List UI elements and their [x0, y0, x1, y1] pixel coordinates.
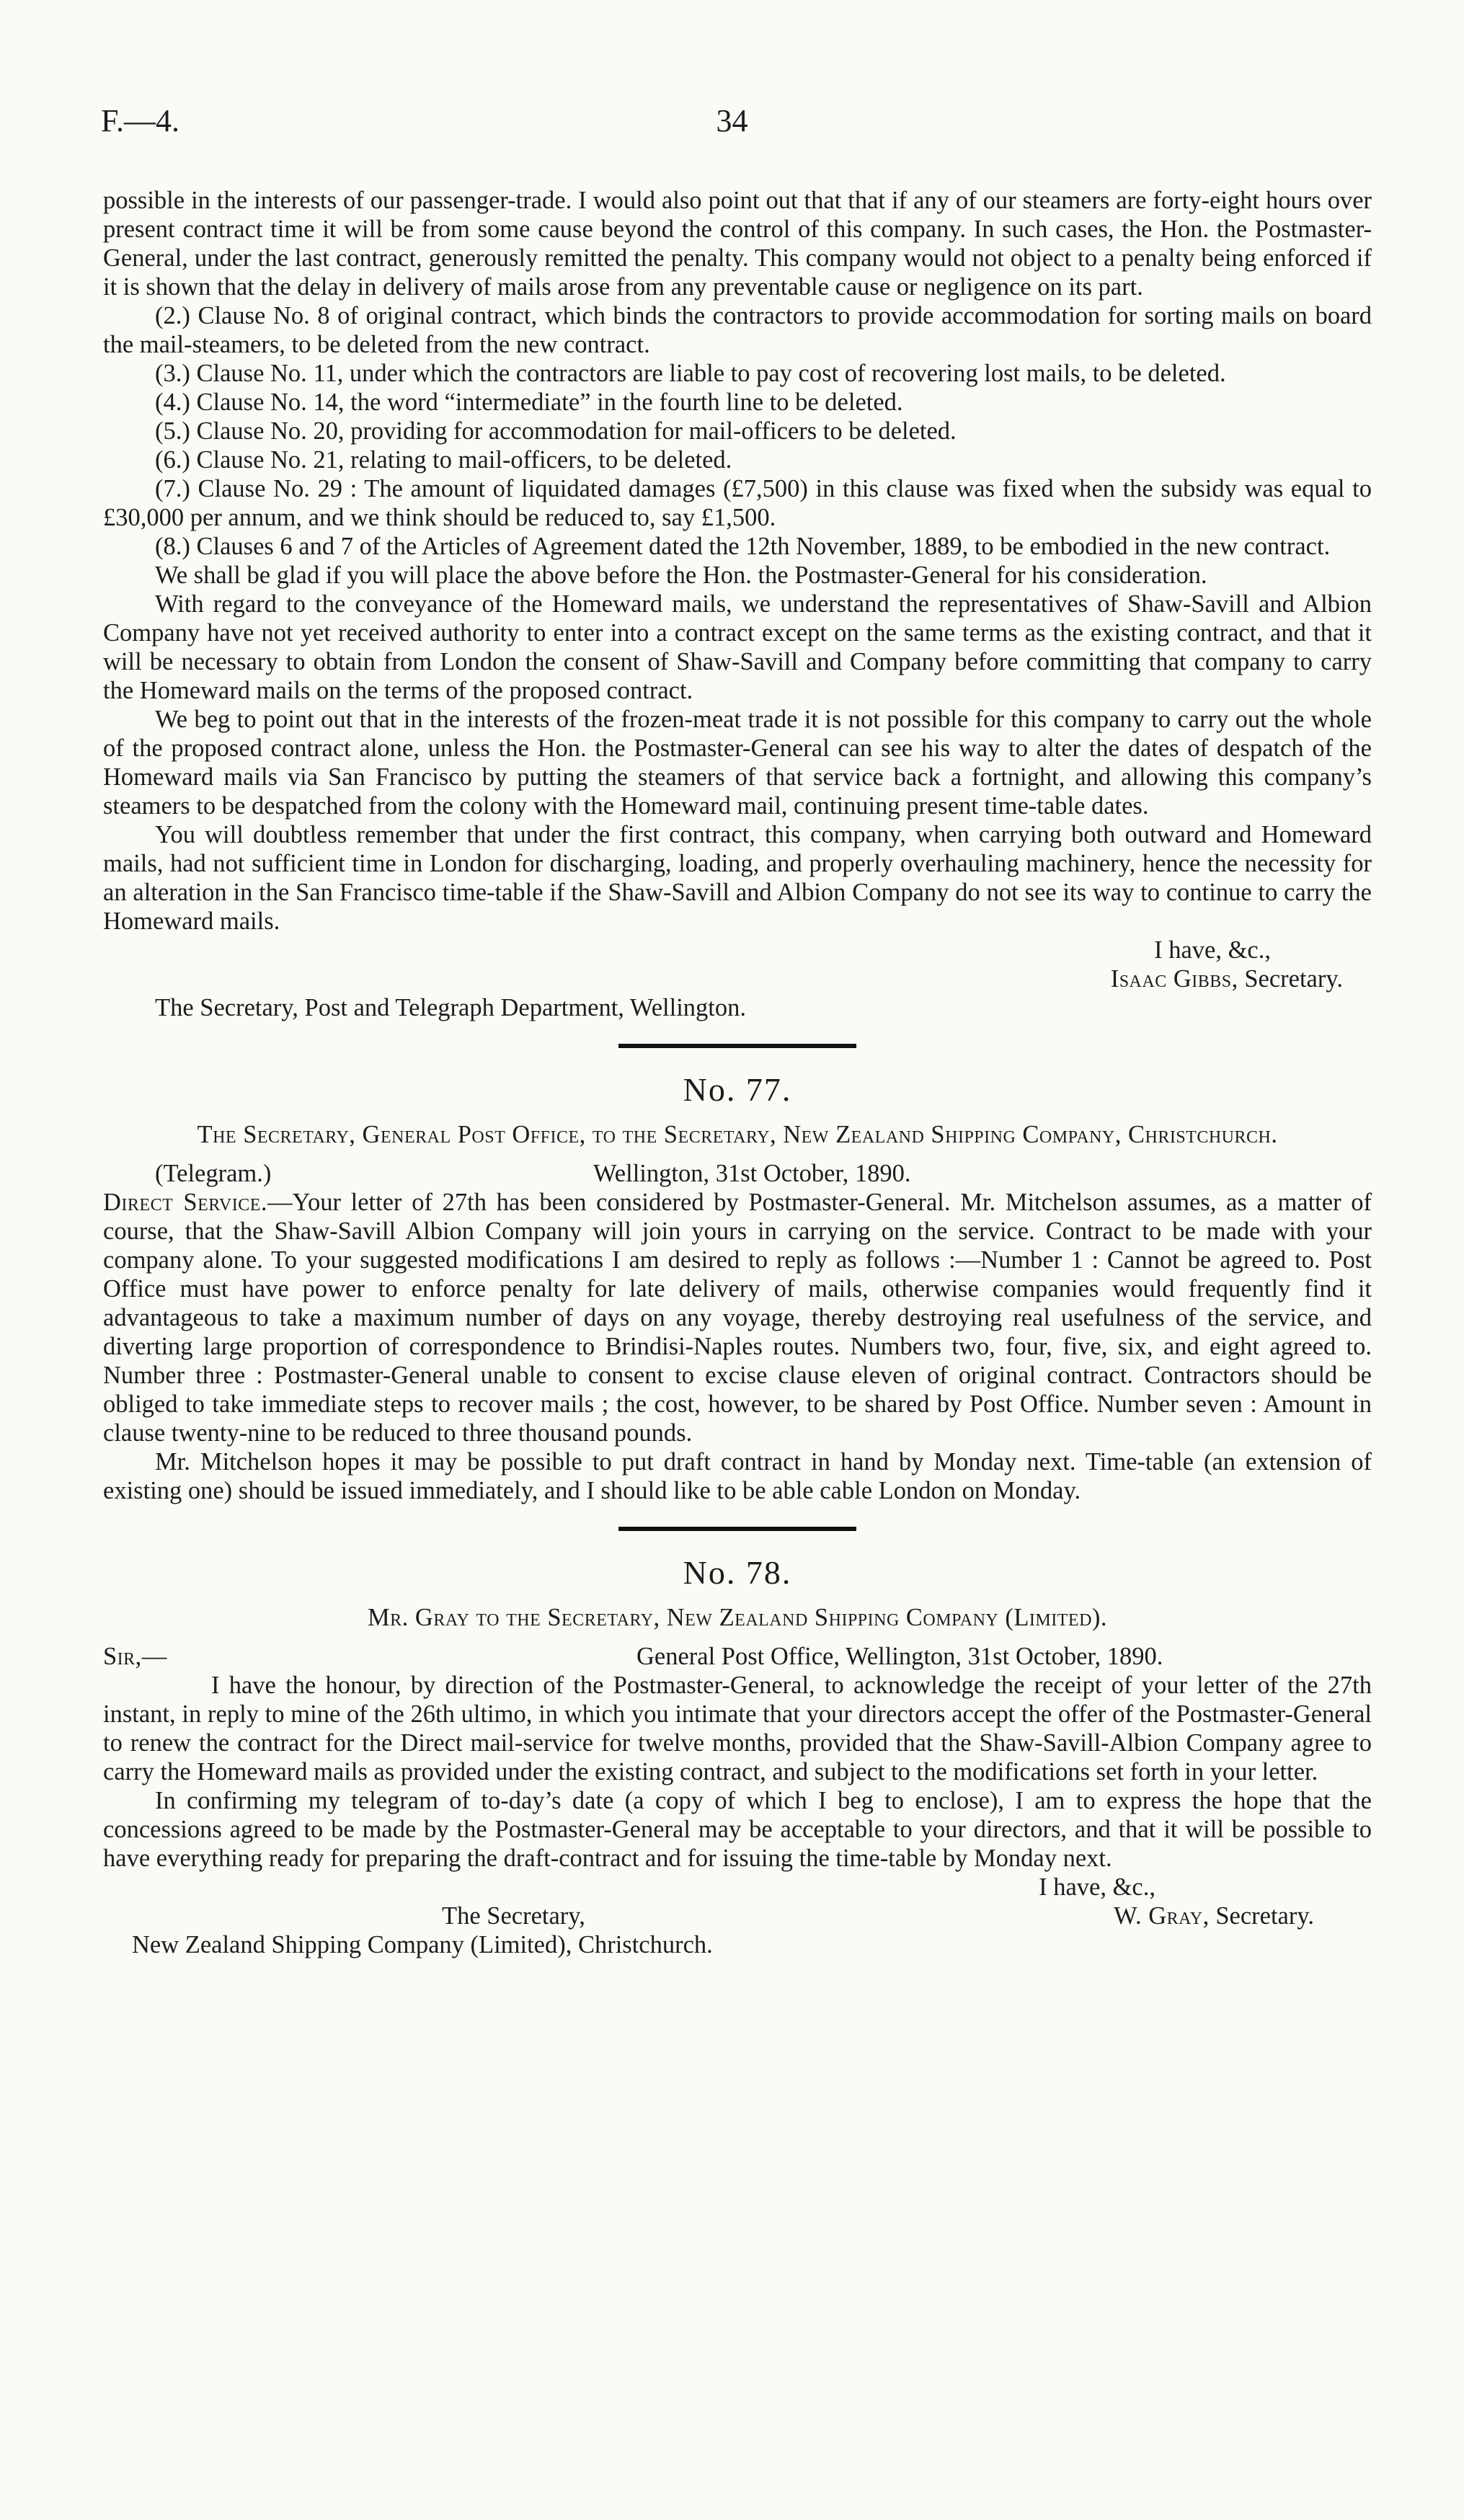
section-heading: Direct Service. [103, 1189, 267, 1216]
addressee: The Secretary, Post and Telegraph Department, Wellington. [155, 994, 747, 1021]
paragraph: (6.) Clause No. 21, relating to mail-officers, to be deleted. [155, 446, 732, 474]
dateline [103, 1159, 1372, 1188]
paragraph: (2.) Clause No. 8 of original contract, which binds the contractors to provide accommodation for sorting mails on board the mail-steamers, to be deleted from the new contract. [103, 302, 1372, 358]
letter-from-to: Mr. Gray to the Secretary, New Zealand Shipping Company (Limited). [367, 1604, 1108, 1631]
paragraph: (8.) Clauses 6 and 7 of the Articles of Agreement dated the 12th November, 1889, to be embodied in the new contract. [155, 533, 1331, 560]
section-divider [618, 1044, 856, 1048]
page-number: 34 [716, 103, 748, 138]
closing: I have, &c., [1154, 936, 1271, 964]
letter-date: Wellington, 31st October, 1890. [593, 1160, 911, 1187]
addressee: New Zealand Shipping Company (Limited), Christchurch. [132, 1931, 713, 1958]
paragraph: possible in the interests of our passenger-trade. I would also point out that that if any of our steamers are forty-eight hours over present contract time it will be from some cause beyond the control of this company. In such cases, the Hon. the Postmaster-General, under the last contract, generously remitted the penalty. This company would not object to a penalty being enforced if it is shown that the delay in delivery of mails arose from any preventable cause or negligence on its part. [103, 187, 1372, 301]
paragraph: We shall be glad if you will place the above before the Hon. the Postmaster-General for his consideration. [155, 562, 1207, 589]
salutation: Sir,— [103, 1643, 167, 1670]
paragraph: I have the honour, by direction of the Postmaster-General, to acknowledge the receipt of your letter of the 27th instant, in reply to mine of the 26th ultimo, in which you intimate that your directors accept the offer of the Postmaster-General to renew the contract for the Direct mail-service for twelve months, provided that the Shaw-Savill-Albion Company agree to carry the Homeward mails as provided under the existing contract, and subject to the modifications set forth in your letter. [103, 1672, 1372, 1785]
section-divider [618, 1527, 856, 1531]
signature [103, 964, 1372, 993]
paragraph: With regard to the conveyance of the Homeward mails, we understand the representatives of Shaw-Savill and Albion Company have not yet received authority to enter into a contract except on the same terms as the existing contract, and that it will be necessary to obtain from London the consent of Shaw-Savill and Company before committing that company to carry the Homeward mails on the terms of the proposed contract. [103, 590, 1372, 704]
report-code: F.—4. [101, 103, 179, 138]
paragraph: You will doubtless remember that under the first contract, this company, when carrying both outward and Homeward mails, had not sufficient time in London for discharging, loading, and properly overhauling machinery, hence the necessity for an alteration in the San Francisco time-table if the Shaw-Savill and Albion Company do not see its way to continue to carry the Homeward mails. [103, 821, 1372, 935]
paragraph: (7.) Clause No. 29 : The amount of liquidated damages (£7,500) in this clause was fixed when the subsidy was equal to £30,000 per annum, and we think should be reduced to, say £1,500. [103, 475, 1372, 531]
letter-from-to: The Secretary, General Post Office, to the Secretary, New Zealand Shipping Company, Christchurch. [197, 1121, 1278, 1148]
paragraph: In confirming my telegram of to-day’s date (a copy of which I beg to enclose), I am to express the hope that the concessions agreed to be made by the Postmaster-General may be acceptable to your directors, and that it will be possible to have everything ready for preparing the draft-contract and for issuing the time-table by Monday next. [103, 1787, 1372, 1872]
signature-name: Isaac Gibbs, [1110, 965, 1238, 993]
signature-title: Secretary. [1215, 1902, 1314, 1930]
paragraph: (5.) Clause No. 20, providing for accommodation for mail-officers to be deleted. [155, 417, 957, 445]
paragraph: We beg to point out that in the interests of the frozen-meat trade it is not possible for this company to carry out the whole of the proposed contract alone, unless the Hon. the Postmaster-General can see his way to alter the dates of despatch of the Homeward mails via San Francisco by putting the steamers of that service back a fortnight, and allowing this company’s steamers to be despatched from the colony with the Homeward mail, continuing present time-table dates. [103, 706, 1372, 820]
paragraph: (4.) Clause No. 14, the word “intermediate” in the fourth line to be deleted. [155, 389, 903, 416]
telegram-label: (Telegram.) [155, 1160, 272, 1187]
signature-title: Secretary. [1244, 965, 1343, 993]
signature-row [103, 1902, 1372, 1930]
signature-name: W. Gray, [1114, 1902, 1210, 1930]
letter-date: General Post Office, Wellington, 31st October, 1890. [636, 1643, 1163, 1670]
dateline [103, 1642, 1372, 1671]
paragraph [103, 1188, 1372, 1447]
paragraph-text: —Your letter of 27th has been considered by Postmaster-General. Mr. Mitchelson assumes, as a matter of course, that the Shaw-Savill Albion Company will join yours in carrying on the service. Contract to be made with your company alone. To your suggested modifications I am desired to reply as follows :—Number 1 : Cannot be agreed to. Post Office must have power to enforce penalty for late delivery of mails, otherwise companies would frequently find it advantageous to take a maximum number of days on any voyage, thereby destroying real usefulness of the service, and diverting large proportion of correspondence to Brindisi-Naples routes. Numbers two, four, five, six, and eight agreed to. Number three : Postmaster-General unable to consent to excise clause eleven of original contract. Contractors should be obliged to take immediate steps to recover mails ; the cost, however, to be shared by Post Office. Number seven : Amount in clause twenty-nine to be reduced to three thousand pounds. [103, 1189, 1372, 1447]
closing: I have, &c., [1039, 1873, 1155, 1901]
paragraph: Mr. Mitchelson hopes it may be possible to put draft contract in hand by Monday next. Time-table (an extension of existing one) should be issued immediately, and I should like to be able cable London on Monday. [103, 1448, 1372, 1504]
letter-number: No. 78. [683, 1554, 792, 1591]
page-body [103, 186, 1372, 1959]
letter-number: No. 77. [683, 1071, 792, 1108]
addressee: The Secretary, [442, 1902, 585, 1930]
signature [1114, 1902, 1372, 1930]
paragraph: (3.) Clause No. 11, under which the contractors are liable to pay cost of recovering lost mails, to be deleted. [155, 360, 1226, 387]
